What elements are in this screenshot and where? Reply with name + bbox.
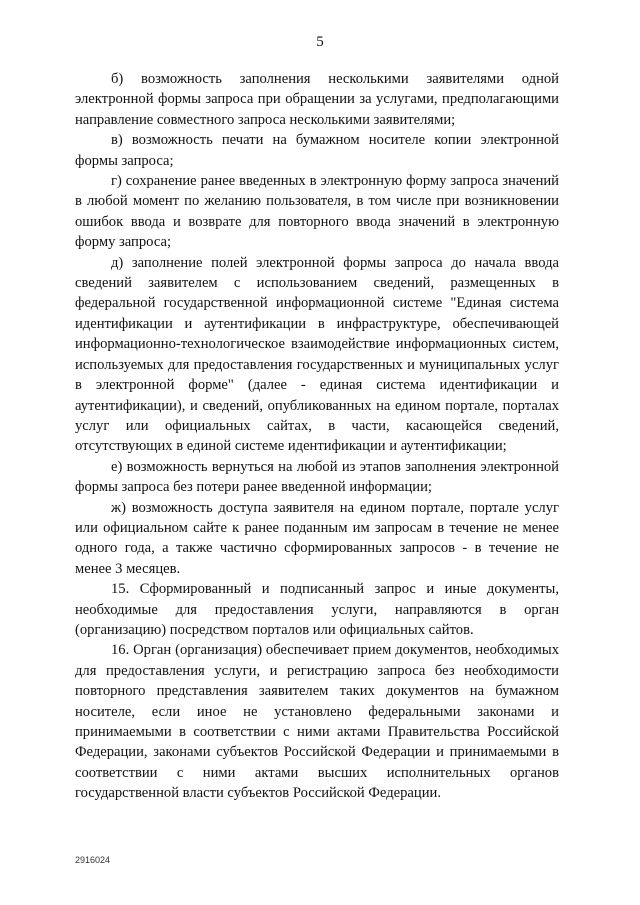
paragraph-item-zh: ж) возможность доступа заявителя на едином портале, портале услуг или официальном сайте к ранее поданным им запросам в течение не менее одного года, а также частично сформированных запросов - в течение не менее 3 месяцев. [75,499,559,577]
paragraph-item-v: в) возможность печати на бумажном носителе копии электронной формы запроса; [75,132,559,169]
paragraph-clause-16: 16. Орган (организация) обеспечивает прием документов, необходимых для предоставления услуги, и регистрацию запроса без необходимости повторного представления заявителем таких документов на бумажном носителе, если иное не установлено федеральными законами и принимаемыми в соответствии с ними актами Правительства Российской Федерации, законами субъектов Российской Федерации и принимаемыми в соответствии с ними актами высших исполнительных органов государственной власти субъектов Российской Федерации. [75,642,559,802]
document-id: 2916024 [75,855,111,865]
paragraph-item-b: б) возможность заполнения несколькими заявителями одной электронной формы запроса при обращении за услугами, предполагающими направление совместного запроса несколькими заявителями; [75,71,559,128]
paragraph-item-d: д) заполнение полей электронной формы запроса до начала ввода сведений заявителем с использованием сведений, размещенных в федеральной государственной информационной системе "Единая система идентификации и аутентификации в инфраструктуре, обеспечивающей информационно-технологическое взаимодействие информационных систем, используемых для предоставления государственных и муниципальных услуг в электронной форме" (далее - единая система идентификации и аутентификации), и сведений, опубликованных на едином портале, порталах услуг или официальных сайтах, в части, касающейся сведений, отсутствующих в единой системе идентификации и аутентификации; [75,254,559,455]
document-body [75,69,559,804]
paragraph-item-e: е) возможность вернуться на любой из этапов заполнения электронной формы запроса без потери ранее введенной информации; [75,458,559,496]
paragraph-item-g: г) сохранение ранее введенных в электронную форму запроса значений в любой момент по желанию пользователя, в том числе при возникновении ошибок ввода и возврате для повторного ввода значений в электронную форму запроса; [75,173,559,251]
paragraph-clause-15: 15. Сформированный и подписанный запрос и иные документы, необходимые для предоставления услуги, направляются в орган (организацию) посредством порталов или официальных сайтов. [75,581,559,638]
page-number: 5 [316,34,324,50]
